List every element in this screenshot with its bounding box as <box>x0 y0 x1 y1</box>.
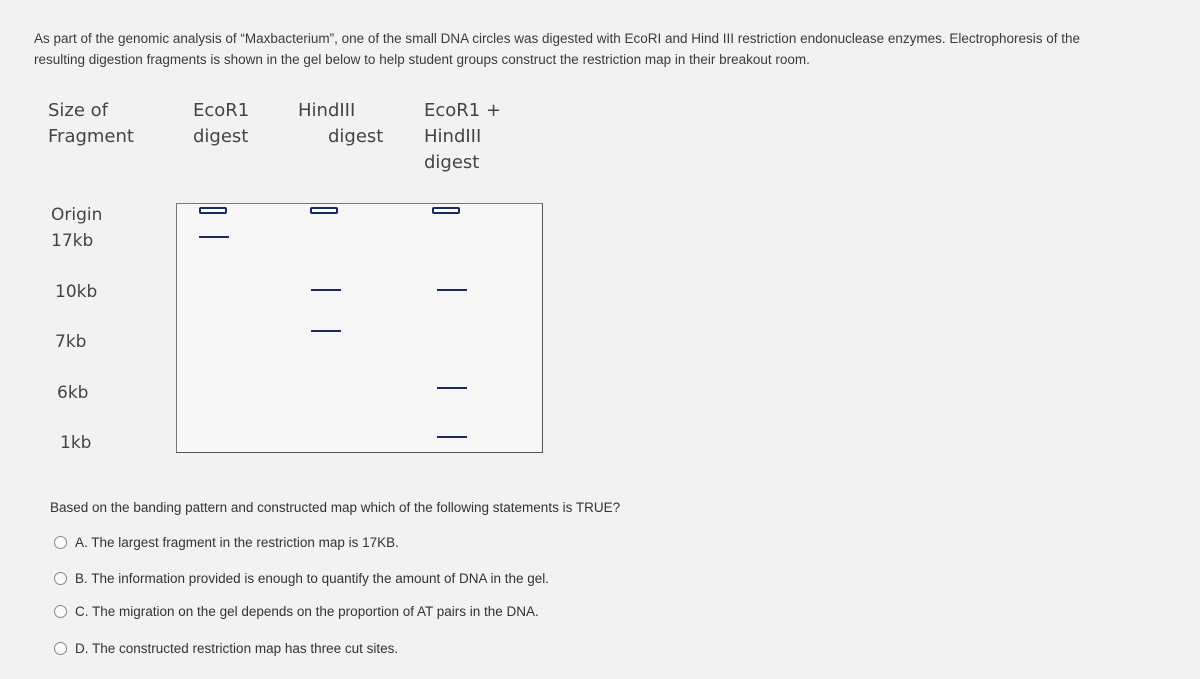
size-label-origin <box>51 202 102 254</box>
question-text: Based on the banding pattern and constructed map which of the following statements is TRUE? <box>50 500 621 515</box>
radio-option-c[interactable] <box>54 605 67 618</box>
band-both-10kb <box>437 289 467 291</box>
intro-line-2: resulting digestion fragments is shown in the gel below to help student groups construct the restriction map in their breakout room. <box>34 52 810 67</box>
size-label-17kb: 17kb <box>51 231 94 251</box>
option-d[interactable] <box>54 641 398 656</box>
option-b-label: B. The information provided is enough to quantify the amount of DNA in the gel. <box>75 571 550 586</box>
header-hind3-line-2: digest <box>328 126 384 147</box>
radio-option-d[interactable] <box>54 642 67 655</box>
well-ecor1 <box>199 207 227 214</box>
option-b[interactable] <box>54 571 549 586</box>
header-ecor1-digest <box>193 98 249 150</box>
header-both-digest <box>424 98 501 176</box>
size-label-7kb: 7kb <box>55 332 87 352</box>
option-c[interactable] <box>54 604 539 619</box>
option-a[interactable] <box>54 535 399 550</box>
header-both-line-2: HindIII <box>424 126 482 147</box>
band-both-6kb <box>437 387 467 389</box>
header-hind3-digest <box>298 98 383 150</box>
option-c-label: C. The migration on the gel depends on the proportion of AT pairs in the DNA. <box>75 604 539 619</box>
header-hind3-line-1: HindIII <box>298 100 356 121</box>
header-size-of-fragment <box>48 98 134 150</box>
header-both-line-1: EcoR1 + <box>424 100 502 121</box>
header-both-line-3: digest <box>424 152 480 173</box>
gel-box <box>176 203 543 453</box>
well-both <box>432 207 460 214</box>
band-both-1kb <box>437 436 467 438</box>
size-label-10kb: 10kb <box>55 282 98 302</box>
size-label-1kb: 1kb <box>60 433 92 453</box>
option-a-label: A. The largest fragment in the restriction map is 17KB. <box>75 535 399 550</box>
option-d-label: D. The constructed restriction map has three cut sites. <box>75 641 399 656</box>
radio-option-a[interactable] <box>54 536 67 549</box>
header-size-line-1: Size of <box>48 100 109 121</box>
intro-line-1: As part of the genomic analysis of “Maxbacterium”, one of the small DNA circles was digested with EcoRI and Hind III restriction endonuclease enzymes. Electrophoresis of the <box>34 31 1080 46</box>
size-label-6kb: 6kb <box>57 383 89 403</box>
radio-option-b[interactable] <box>54 572 67 585</box>
well-hind3 <box>310 207 338 214</box>
size-label-origin-text: Origin <box>51 205 103 225</box>
band-hind3-10kb <box>311 289 341 291</box>
band-hind3-7kb <box>311 330 341 332</box>
header-ecor1-line-2: digest <box>193 126 249 147</box>
intro-text <box>34 28 1174 70</box>
header-size-line-2: Fragment <box>48 126 134 147</box>
header-ecor1-line-1: EcoR1 <box>193 100 250 121</box>
band-ecor1-17kb <box>199 236 229 238</box>
